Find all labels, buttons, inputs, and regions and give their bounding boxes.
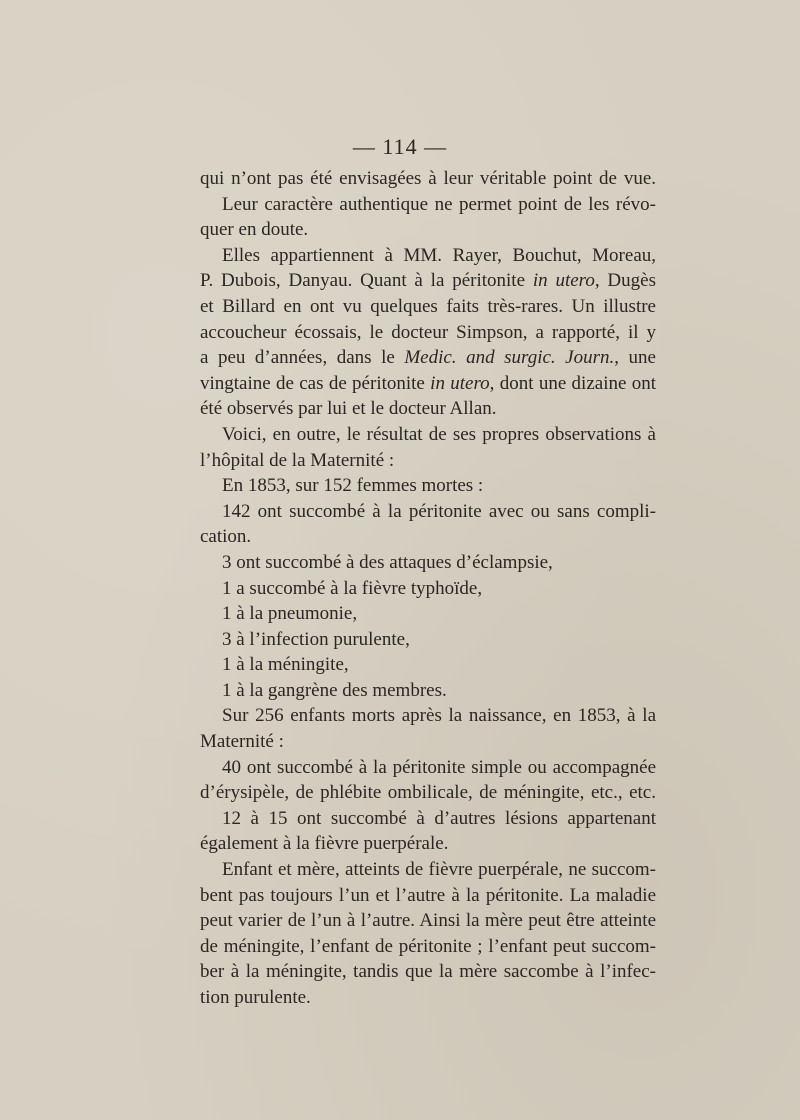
text-line: bent pas toujours l’un et l’autre à la péritonite. La maladie	[200, 884, 656, 906]
page-number: — 114 —	[352, 134, 448, 159]
text-line: de méningite, l’enfant de péritonite ; l’enfant peut succom-	[200, 935, 656, 957]
text-line: a peu d’années, dans le Medic. and surgic. Journ., une	[200, 347, 656, 369]
text-line: Enfant et mère, atteints de fièvre puerpérale, ne succom-	[222, 859, 656, 881]
text-line: vingtaine de cas de péritonite in utero, dont une dizaine ont	[200, 372, 656, 394]
text-line: Leur caractère authentique ne permet point de les révo-	[222, 193, 656, 215]
text-line: Maternité :	[200, 731, 284, 753]
text-line: Sur 256 enfants morts après la naissance, en 1853, à la	[222, 705, 656, 727]
text-line: Voici, en outre, le résultat de ses propres observations à	[222, 423, 656, 445]
text-line: 1 à la méningite,	[222, 654, 349, 676]
text-line: ber à la méningite, tandis que la mère saccombe à l’infec-	[200, 961, 656, 983]
text-line: 12 à 15 ont succombé à d’autres lésions appartenant	[222, 807, 656, 829]
text-line: qui n’ont pas été envisagées à leur véritable point de vue.	[200, 168, 656, 189]
text-line: Elles appartiennent à MM. Rayer, Bouchut, Moreau,	[222, 244, 656, 266]
text-line: En 1853, sur 152 femmes mortes :	[222, 475, 484, 497]
text-line: 1 à la gangrène des membres.	[222, 679, 447, 701]
text-line: 142 ont succombé à la péritonite avec ou sans compli-	[222, 500, 656, 522]
text-line: P. Dubois, Danyau. Quant à la péritonite in utero, Dugès	[200, 270, 656, 292]
text-line: cation.	[200, 526, 252, 548]
text-line: également à la fièvre puerpérale.	[200, 833, 449, 855]
text-line: d’érysipèle, de phlébite ombilicale, de méningite, etc., etc.	[200, 782, 656, 804]
text-line: peut varier de l’un à l’autre. Ainsi la mère peut être atteinte	[200, 910, 656, 932]
text-line: 3 ont succombé à des attaques d’éclampsie,	[222, 551, 553, 573]
text-line: l’hôpital de la Maternité :	[200, 449, 395, 471]
text-line: 3 à l’infection purulente,	[222, 628, 410, 650]
text-line: 1 a succombé à la fièvre typhoïde,	[222, 577, 483, 599]
text-line: et Billard en ont vu quelques faits très-rares. Un illustre	[200, 295, 656, 317]
text-line: 1 à la pneumonie,	[222, 603, 358, 625]
text-line: accoucheur écossais, le docteur Simpson, a rapporté, il y	[200, 321, 656, 343]
body-text	[200, 166, 656, 1011]
text-line: été observés par lui et le docteur Allan.	[200, 398, 497, 420]
text-line: quer en doute.	[200, 219, 309, 241]
text-line: tion purulente.	[200, 987, 311, 1008]
text-line: 40 ont succombé à la péritonite simple ou accompagnée	[222, 756, 656, 778]
